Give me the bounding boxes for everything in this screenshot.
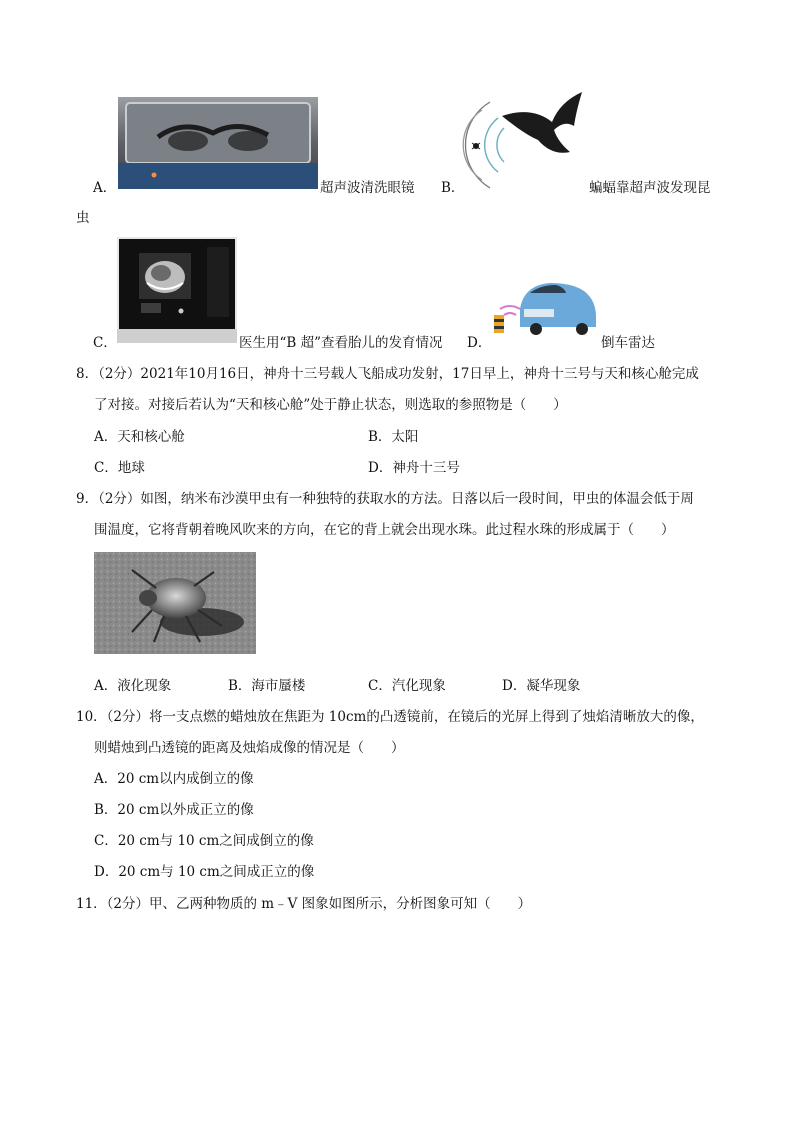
q8-option-d: D．神舟十三号 bbox=[368, 460, 460, 476]
q10-option-b: B．20 cm以外成正立的像 bbox=[94, 802, 254, 818]
q10-option-c: C．20 cm与 10 cm之间成倒立的像 bbox=[94, 833, 314, 849]
option-c-text: 医生用“B 超”查看胎儿的发育情况 bbox=[239, 335, 443, 351]
option-d-text: 倒车雷达 bbox=[601, 335, 655, 351]
ultrasound-monitor-photo bbox=[117, 237, 237, 343]
bat-icon bbox=[462, 88, 586, 192]
option-a-label: A． bbox=[93, 180, 117, 196]
option-b-text-continued: 虫 bbox=[76, 210, 90, 226]
option-d-label: D． bbox=[467, 335, 492, 351]
q10-option-d: D．20 cm与 10 cm之间成正立的像 bbox=[94, 864, 315, 880]
q9-option-b: B．海市蜃楼 bbox=[228, 678, 306, 694]
q11-stem-line1: 11．（2分）甲、乙两种物质的 m﹣V 图象如图所示，分析图象可知（ ） bbox=[76, 896, 532, 912]
car-icon bbox=[490, 279, 598, 337]
q10-stem-line1: 10．（2分）将一支点燃的蜡烛放在焦距为 10cm的凸透镜前，在镜后的光屏上得到了烛焰清晰放大的像， bbox=[76, 709, 704, 725]
q8-option-a: A．天和核心舱 bbox=[94, 429, 185, 445]
desert-beetle-photo bbox=[94, 552, 256, 654]
q8-option-b: B．太阳 bbox=[368, 429, 419, 445]
q9-stem-line1: 9．（2分）如图，纳米布沙漠甲虫有一种独特的获取水的方法。日落以后一段时间，甲虫的体温会低于周 bbox=[76, 491, 694, 507]
q9-option-d: D．凝华现象 bbox=[502, 678, 581, 694]
q8-option-c: C．地球 bbox=[94, 460, 145, 476]
option-b-label: B． bbox=[441, 180, 465, 196]
q10-stem-line2: 则蜡烛到凸透镜的距离及烛焰成像的情况是（ ） bbox=[94, 740, 405, 756]
option-a-text: 超声波清洗眼镜 bbox=[320, 180, 415, 196]
q9-option-a: A．液化现象 bbox=[94, 678, 172, 694]
q9-option-c: C．汽化现象 bbox=[368, 678, 446, 694]
q9-stem-line2: 围温度，它将背朝着晚风吹来的方向，在它的背上就会出现水珠。此过程水珠的形成属于（ ） bbox=[94, 522, 675, 538]
ultrasonic-cleaner-photo bbox=[118, 97, 318, 189]
q10-option-a: A．20 cm以内成倒立的像 bbox=[94, 771, 254, 787]
option-c-label: C． bbox=[93, 335, 117, 351]
option-b-text: 蝙蝠靠超声波发现昆 bbox=[589, 180, 711, 196]
q8-stem-line2: 了对接。对接后若认为“天和核心舱”处于静止状态，则选取的参照物是（ ） bbox=[94, 397, 567, 413]
q8-stem-line1: 8．（2分）2021年10月16日，神舟十三号载人飞船成功发射，17日早上，神舟十三号与天和核心舱完成 bbox=[76, 366, 699, 382]
